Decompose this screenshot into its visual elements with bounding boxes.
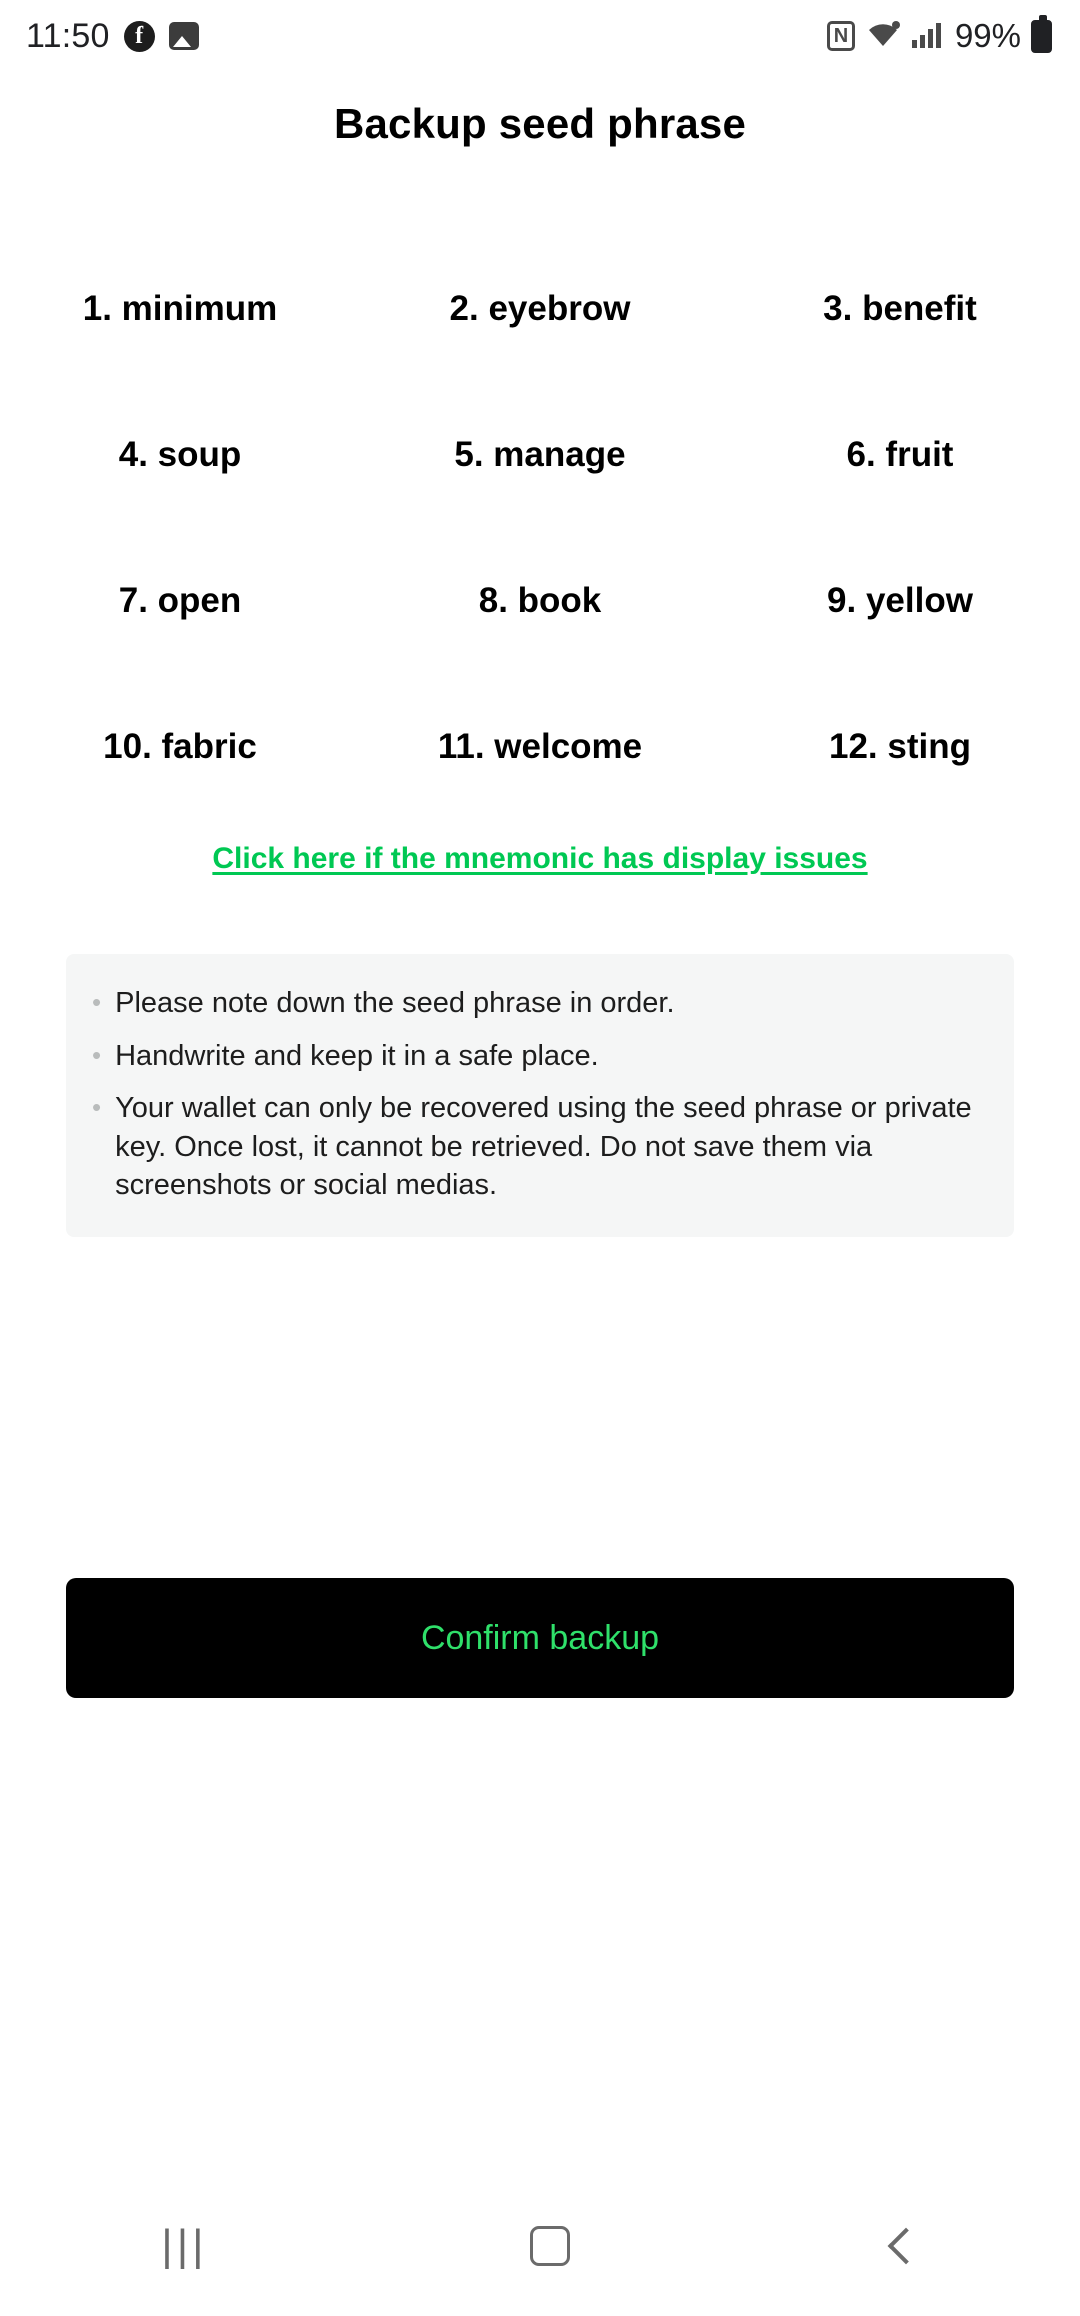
seed-word-12: 12. sting <box>829 727 971 766</box>
nfc-icon: N <box>827 21 855 51</box>
confirm-backup-button[interactable]: Confirm backup <box>66 1578 1014 1698</box>
seed-word-8: 8. book <box>478 581 602 620</box>
bullet-icon: • <box>92 1092 102 1123</box>
seed-word-9: 9. yellow <box>827 581 973 620</box>
seed-word-6: 6. fruit <box>846 435 954 474</box>
seed-word-5: 5. manage <box>454 435 626 474</box>
cellular-signal-icon <box>911 19 941 54</box>
note-item <box>92 1089 988 1205</box>
seed-word-2: 2. eyebrow <box>449 289 631 328</box>
photos-icon <box>169 22 199 50</box>
seed-word-11: 11. welcome <box>437 727 643 766</box>
seed-word-1: 1. minimum <box>82 289 278 328</box>
seed-phrase-grid <box>0 236 1080 820</box>
recents-icon[interactable]: ||| <box>161 2221 208 2270</box>
home-icon[interactable] <box>530 2226 570 2266</box>
note-text: Handwrite and keep it in a safe place. <box>115 1039 599 1072</box>
wifi-icon <box>865 19 901 54</box>
note-item <box>92 984 988 1023</box>
note-text: Your wallet can only be recovered using the seed phrase or private key. Once lost, it cannot be retrieved. Do not save them via screenshots or social medias. <box>115 1092 972 1202</box>
facebook-icon: f <box>124 21 155 52</box>
mnemonic-display-issues-link[interactable]: Click here if the mnemonic has display issues <box>212 842 868 875</box>
status-clock: 11:50 <box>26 16 110 55</box>
confirm-button-container <box>0 1578 1080 1698</box>
bullet-icon: • <box>92 987 102 1017</box>
note-text: Please note down the seed phrase in order. <box>115 987 675 1019</box>
seed-word-10: 10. fabric <box>103 727 257 766</box>
page-title: Backup seed phrase <box>333 100 747 147</box>
status-bar-right <box>827 17 1052 55</box>
android-nav-bar <box>0 2176 1080 2316</box>
seed-word-7: 7. open <box>118 581 242 620</box>
notes-panel <box>66 954 1014 1237</box>
bullet-icon: • <box>92 1039 102 1070</box>
seed-word-4: 4. soup <box>118 435 242 474</box>
battery-percent-label: 99% <box>954 17 1021 54</box>
battery-icon <box>1031 20 1052 53</box>
back-icon[interactable] <box>887 2228 924 2265</box>
status-bar <box>0 0 1080 72</box>
status-bar-left <box>26 17 199 56</box>
seed-word-3: 3. benefit <box>823 289 977 328</box>
note-item <box>92 1037 988 1076</box>
